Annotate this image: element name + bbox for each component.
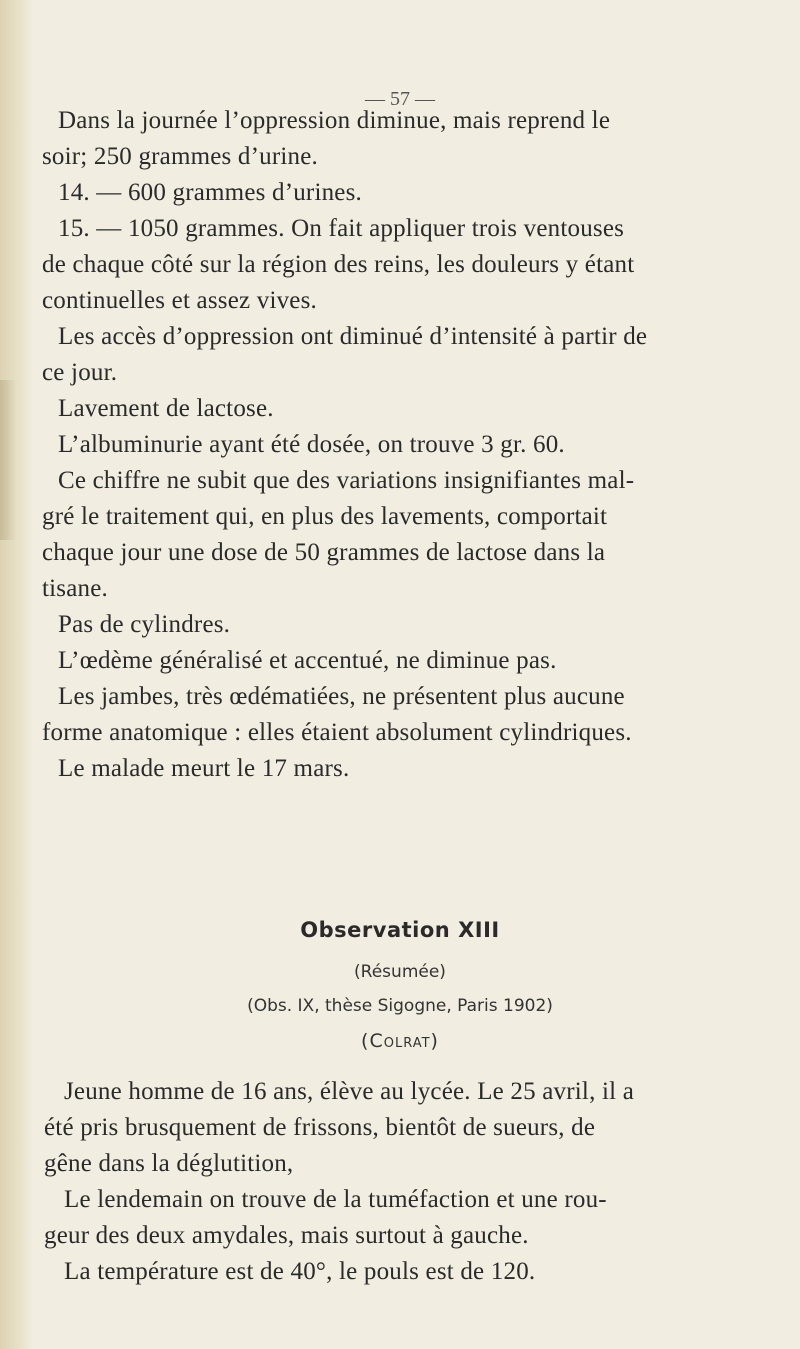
text-line: Les jambes, très œdématiées, ne présentent plus aucune — [58, 683, 625, 710]
text-line: été pris brusquement de frissons, bientôt de sueurs, de — [44, 1114, 596, 1141]
observation-author: (Colrat) — [361, 1030, 439, 1052]
text-line: Ce chiffre ne subit que des variations insignifiantes mal- — [58, 467, 635, 494]
text-line: Le malade meurt le 17 mars. — [58, 755, 350, 782]
text-line: L’albuminurie ayant été dosée, on trouve 3 gr. 60. — [58, 431, 565, 458]
text-line: gêne dans la déglutition, — [44, 1150, 294, 1177]
observation-source: (Obs. IX, thèse Sigogne, Paris 1902) — [247, 996, 553, 1016]
text-line: ce jour. — [42, 359, 118, 386]
text-line: Dans la journée l’oppression diminue, mais reprend le — [58, 107, 611, 134]
observation-title: Observation XIII — [300, 918, 500, 942]
text-line: chaque jour une dose de 50 grammes de lactose dans la — [42, 539, 606, 566]
text-line: tisane. — [42, 575, 108, 602]
text-line: continuelles et assez vives. — [42, 287, 317, 314]
text-line: Les accès d’oppression ont diminué d’intensité à partir de — [58, 323, 648, 350]
text-line: Lavement de lactose. — [58, 395, 274, 422]
text-line: soir; 250 grammes d’urine. — [42, 143, 318, 170]
text-line: Le lendemain on trouve de la tuméfaction et une rou- — [64, 1186, 607, 1213]
observation-subtitle: (Résumée) — [354, 962, 446, 982]
text-line: 14. — 600 grammes d’urines. — [58, 179, 362, 206]
text-line: gré le traitement qui, en plus des lavements, comportait — [42, 503, 608, 530]
text-line: de chaque côté sur la région des reins, les douleurs y étant — [42, 251, 635, 278]
text-line: 15. — 1050 grammes. On fait appliquer trois ventouses — [58, 215, 625, 242]
text-line: La température est de 40°, le pouls est de 120. — [64, 1258, 536, 1285]
text-line: L’œdème généralisé et accentué, ne diminue pas. — [58, 647, 557, 674]
text-line: forme anatomique : elles étaient absolument cylindriques. — [42, 719, 632, 746]
page-number: — 57 — — [365, 88, 435, 110]
text-line: Pas de cylindres. — [58, 611, 231, 638]
text-line: Jeune homme de 16 ans, élève au lycée. Le 25 avril, il a — [64, 1078, 635, 1105]
text-line: geur des deux amydales, mais surtout à gauche. — [44, 1222, 529, 1249]
